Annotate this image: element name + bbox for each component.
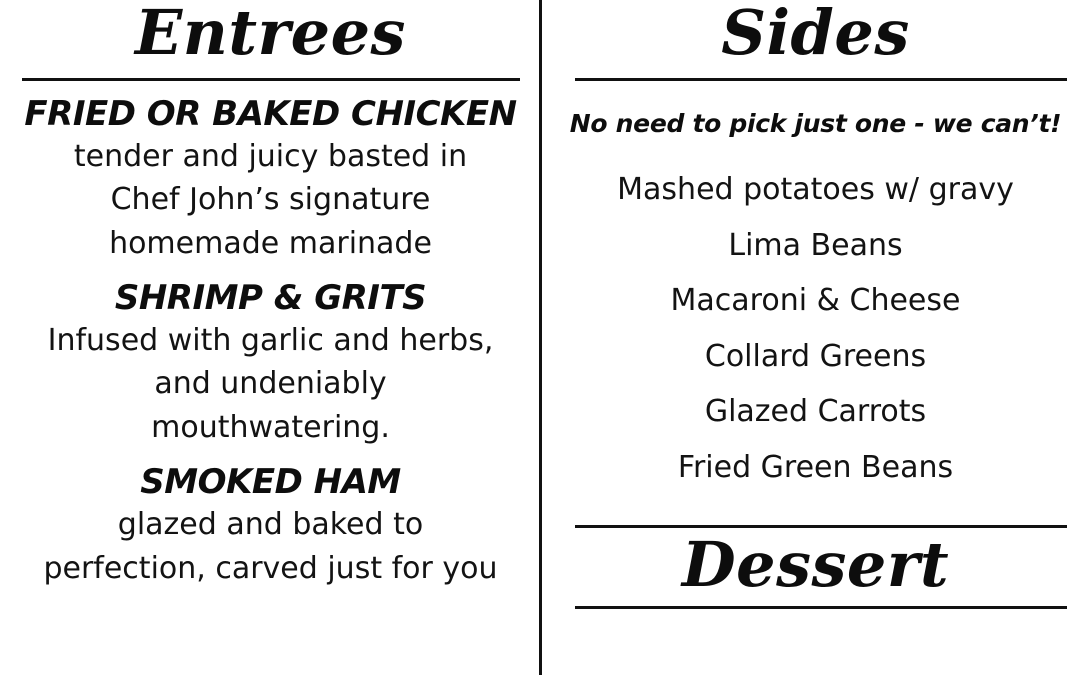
dessert-heading: Dessert — [681, 528, 950, 601]
entree-description: Infused with garlic and herbs, and undeniably mouthwatering. — [47, 322, 494, 445]
entree-item — [18, 94, 523, 265]
list-item: Collard Greens — [704, 338, 927, 374]
entree-description: glazed and baked to perfection, carved just for you — [43, 507, 498, 586]
entree-description: tender and juicy basted in Chef John’s signature homemade marinade — [73, 138, 468, 261]
entree-item — [18, 462, 523, 590]
dessert-section — [569, 525, 1062, 609]
list-item: Glazed Carrots — [704, 394, 927, 429]
list-item: Mashed potatoes w/ gravy — [617, 172, 1014, 207]
entrees-column — [0, 0, 539, 675]
sides-column — [539, 0, 1080, 675]
sides-note: No need to pick just one - we can’t! — [569, 109, 1062, 138]
entree-item — [18, 278, 523, 449]
sides-rule — [575, 78, 1067, 81]
entree-name: FRIED OR BAKED CHICKEN — [24, 94, 517, 134]
list-item: Macaroni & Cheese — [670, 283, 961, 318]
list-item: Fried Green Beans — [677, 449, 954, 485]
entrees-heading: Entrees — [135, 0, 406, 69]
sides-heading: Sides — [721, 0, 910, 69]
sides-list — [569, 162, 1062, 495]
dessert-rule-bottom — [575, 606, 1067, 609]
entrees-rule — [22, 78, 520, 81]
entree-name: SHRIMP & GRITS — [114, 278, 427, 319]
list-item: Lima Beans — [728, 227, 903, 263]
entree-name: SMOKED HAM — [140, 462, 401, 503]
